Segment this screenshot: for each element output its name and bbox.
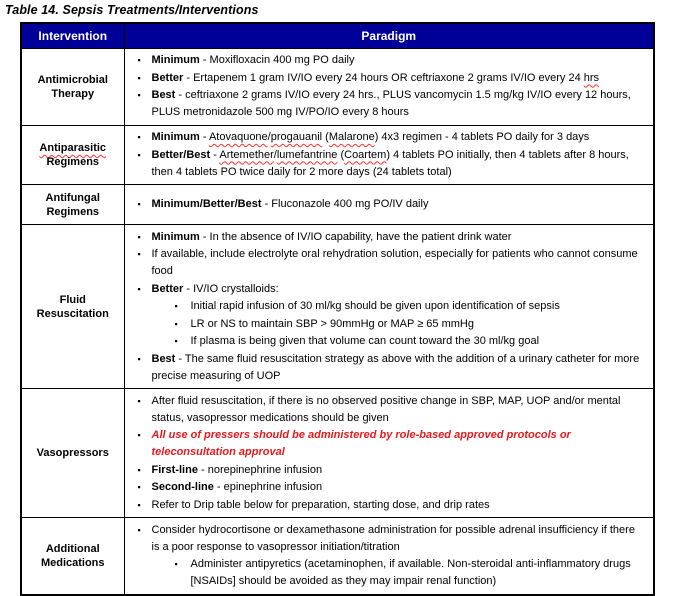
bullet-item — [138, 70, 646, 87]
bullet-text — [152, 229, 646, 246]
text-segment: Better/Best — [151, 148, 211, 161]
text-segment: Minimum — [151, 230, 200, 243]
bullet-item — [138, 351, 646, 385]
bullet-text — [152, 70, 646, 87]
text-segment: Initial rapid infusion of 30 ml/kg should be given upon identification of sepsis — [190, 300, 560, 312]
bullet-item — [138, 229, 646, 246]
bullet-item — [175, 556, 646, 590]
square-bullet-icon: ▪ — [174, 336, 178, 346]
text-segment: Minimum — [151, 54, 200, 66]
warning-text: All use of pressers should be administered by role-based approved protocols or teleconsultation approval — [151, 429, 571, 458]
text-segment: - — [199, 131, 209, 143]
square-bullet-icon: ▪ — [137, 90, 141, 100]
text-segment: - In the absence of IV/IO capability, have the patient drink water — [199, 230, 512, 243]
misspelled-word: Antiparasitic — [39, 141, 107, 154]
text-segment: - IV/IO crystalloids: — [183, 282, 279, 295]
text-segment: - Fluconazole 400 mg PO/IV daily — [261, 198, 429, 210]
square-bullet-icon: ▪ — [137, 199, 141, 209]
bullet-text — [152, 52, 646, 69]
table-body — [21, 48, 654, 595]
paradigm-cell — [124, 389, 654, 518]
misspelled-word: Malarone — [328, 131, 375, 143]
bullet-text — [152, 281, 646, 298]
text-segment: ( — [322, 131, 329, 143]
intervention-cell — [21, 225, 124, 389]
text-segment: - ceftriaxone 2 grams IV/IO every 24 hrs., PLUS vancomycin 1.5 mg/kg IV/IO every 12 hours, PLUS metronidazole 500 mg IV/PO/IO every 8 hours — [151, 89, 631, 118]
bullet-item — [138, 281, 646, 298]
paradigm-cell — [124, 518, 654, 595]
bullet-text — [152, 497, 646, 514]
text-segment: ( — [337, 148, 345, 161]
square-bullet-icon: ▪ — [137, 430, 141, 440]
paradigm-cell — [124, 225, 654, 389]
text-segment: Fluid Resuscitation — [36, 293, 109, 320]
table-header — [21, 23, 654, 48]
text-segment: Second-line — [151, 481, 214, 493]
table-row — [21, 225, 654, 389]
bullet-text — [152, 393, 646, 427]
intervention-cell — [21, 48, 124, 125]
bullet-text — [152, 129, 646, 146]
table-row — [21, 48, 654, 125]
bullet-item — [138, 87, 646, 121]
square-bullet-icon: ▪ — [174, 559, 178, 569]
bullet-text — [152, 87, 646, 121]
square-bullet-icon: ▪ — [137, 132, 141, 142]
sepsis-treatments-table — [20, 22, 655, 596]
text-segment: - The same fluid resuscitation strategy as above with the addition of a urinary catheter for more precise measuring of UOP — [151, 352, 640, 382]
bullet-item — [138, 522, 646, 556]
misspelled-word: Coartem — [344, 148, 387, 161]
col-header-intervention: Intervention — [21, 23, 124, 48]
text-segment: After fluid resuscitation, if there is no observed positive change in SBP, MAP, UOP and/or mental status, vasopressor medications should be given — [151, 394, 621, 424]
square-bullet-icon: ▪ — [137, 55, 141, 65]
square-bullet-icon: ▪ — [137, 524, 141, 535]
bullet-text — [152, 147, 646, 181]
intervention-cell — [21, 389, 124, 518]
square-bullet-icon: ▪ — [174, 318, 178, 329]
bullet-text — [191, 316, 646, 333]
text-segment: Additional Medications — [40, 542, 105, 569]
text-segment: - — [210, 148, 220, 161]
misspelled-word: lumefantrine — [276, 148, 338, 161]
text-segment: / — [267, 131, 271, 143]
bullet-text — [152, 479, 646, 496]
text-segment: - norepinephrine infusion — [197, 463, 323, 476]
bullet-item — [138, 196, 646, 213]
paradigm-cell — [124, 185, 654, 225]
bullet-item — [175, 333, 646, 350]
square-bullet-icon: ▪ — [137, 231, 141, 242]
text-segment: Best — [151, 352, 176, 365]
table-row — [21, 125, 654, 185]
bullet-text — [152, 427, 646, 461]
square-bullet-icon: ▪ — [137, 395, 141, 406]
text-segment: If available, include electrolyte oral rehydration solution, especially for patients who cannot consume food — [151, 248, 638, 277]
square-bullet-icon: ▪ — [137, 249, 141, 259]
table-row — [21, 185, 654, 225]
bullet-item — [138, 147, 646, 181]
text-segment: - Ertapenem 1 gram IV/IO every 24 hours OR ceftriaxone 2 grams IV/IO every 24 — [183, 71, 584, 84]
misspelled-word: Artemether — [219, 148, 274, 161]
bullet-item — [175, 316, 646, 333]
table-title: Table 14. Sepsis Treatments/Interventions — [5, 3, 259, 17]
intervention-cell — [21, 518, 124, 595]
text-segment: If plasma is being given that volume can count toward the 30 ml/kg goal — [190, 335, 540, 347]
square-bullet-icon: ▪ — [137, 482, 141, 492]
intervention-cell — [21, 125, 124, 185]
bullet-item — [138, 462, 646, 479]
bullet-item — [138, 129, 646, 146]
bullet-text — [191, 333, 646, 350]
paradigm-cell — [124, 48, 654, 125]
bullet-text — [152, 246, 646, 280]
table-row — [21, 518, 654, 595]
square-bullet-icon: ▪ — [137, 499, 141, 510]
bullet-text — [152, 196, 646, 213]
text-segment: Antimicrobial Therapy — [37, 73, 108, 100]
text-segment: LR or NS to maintain SBP > 90mmHg or MAP ≥ 65 mmHg — [190, 317, 474, 330]
bullet-item — [138, 52, 646, 69]
square-bullet-icon: ▪ — [137, 464, 141, 475]
table-row — [21, 389, 654, 518]
bullet-text — [152, 351, 646, 385]
text-segment: / — [273, 148, 277, 161]
bullet-text — [152, 522, 646, 556]
square-bullet-icon: ▪ — [137, 353, 141, 364]
text-segment: ) 4 tablets PO initially, then 4 tablets after 8 hours, then 4 tablets PO twice daily for 2 more days (24 tablets total) — [151, 148, 629, 178]
bullet-item — [138, 393, 646, 427]
intervention-cell — [21, 185, 124, 225]
text-segment: Refer to Drip table below for preparation, starting dose, and drip rates — [151, 498, 490, 511]
misspelled-word: progauanil — [270, 131, 323, 143]
square-bullet-icon: ▪ — [137, 149, 141, 160]
bullet-item — [138, 479, 646, 496]
square-bullet-icon: ▪ — [174, 301, 178, 311]
bullet-item — [138, 427, 646, 461]
text-segment: Regimens — [46, 155, 100, 168]
misspelled-word: Atovaquone — [208, 131, 268, 143]
paradigm-cell — [124, 125, 654, 185]
text-segment: Better — [151, 71, 184, 84]
text-segment: Minimum/Better/Best — [151, 198, 262, 210]
square-bullet-icon: ▪ — [137, 283, 141, 294]
text-segment: - Moxifloxacin 400 mg PO daily — [199, 54, 355, 66]
text-segment: ) 4x3 regimen - 4 tablets PO daily for 3 days — [374, 131, 590, 143]
text-segment: Administer antipyretics (acetaminophen, if available. Non-steroidal anti-inflammatory drugs [NSAIDs] should be avoided as they may impair renal function) — [190, 558, 631, 587]
text-segment: Best — [151, 89, 176, 101]
text-segment: First-line — [151, 463, 198, 476]
bullet-item — [138, 497, 646, 514]
bullet-text — [152, 462, 646, 479]
col-header-paradigm: Paradigm — [124, 23, 654, 48]
text-segment: Minimum — [151, 131, 200, 143]
text-segment: Vasopressors — [36, 447, 109, 459]
bullet-text — [191, 298, 646, 315]
bullet-item — [175, 298, 646, 315]
bullet-text — [191, 556, 646, 590]
bullet-item — [138, 246, 646, 280]
text-segment: Antifungal Regimens — [45, 191, 100, 218]
text-segment: Better — [151, 282, 184, 295]
misspelled-word: hrs — [583, 71, 600, 84]
square-bullet-icon: ▪ — [137, 72, 141, 83]
text-segment: Consider hydrocortisone or dexamethasone administration for possible adrenal insufficiency if there is a poor response to vasopressor initiation/titration — [151, 523, 635, 553]
header-row — [21, 23, 654, 48]
text-segment: - epinephrine infusion — [213, 481, 323, 493]
